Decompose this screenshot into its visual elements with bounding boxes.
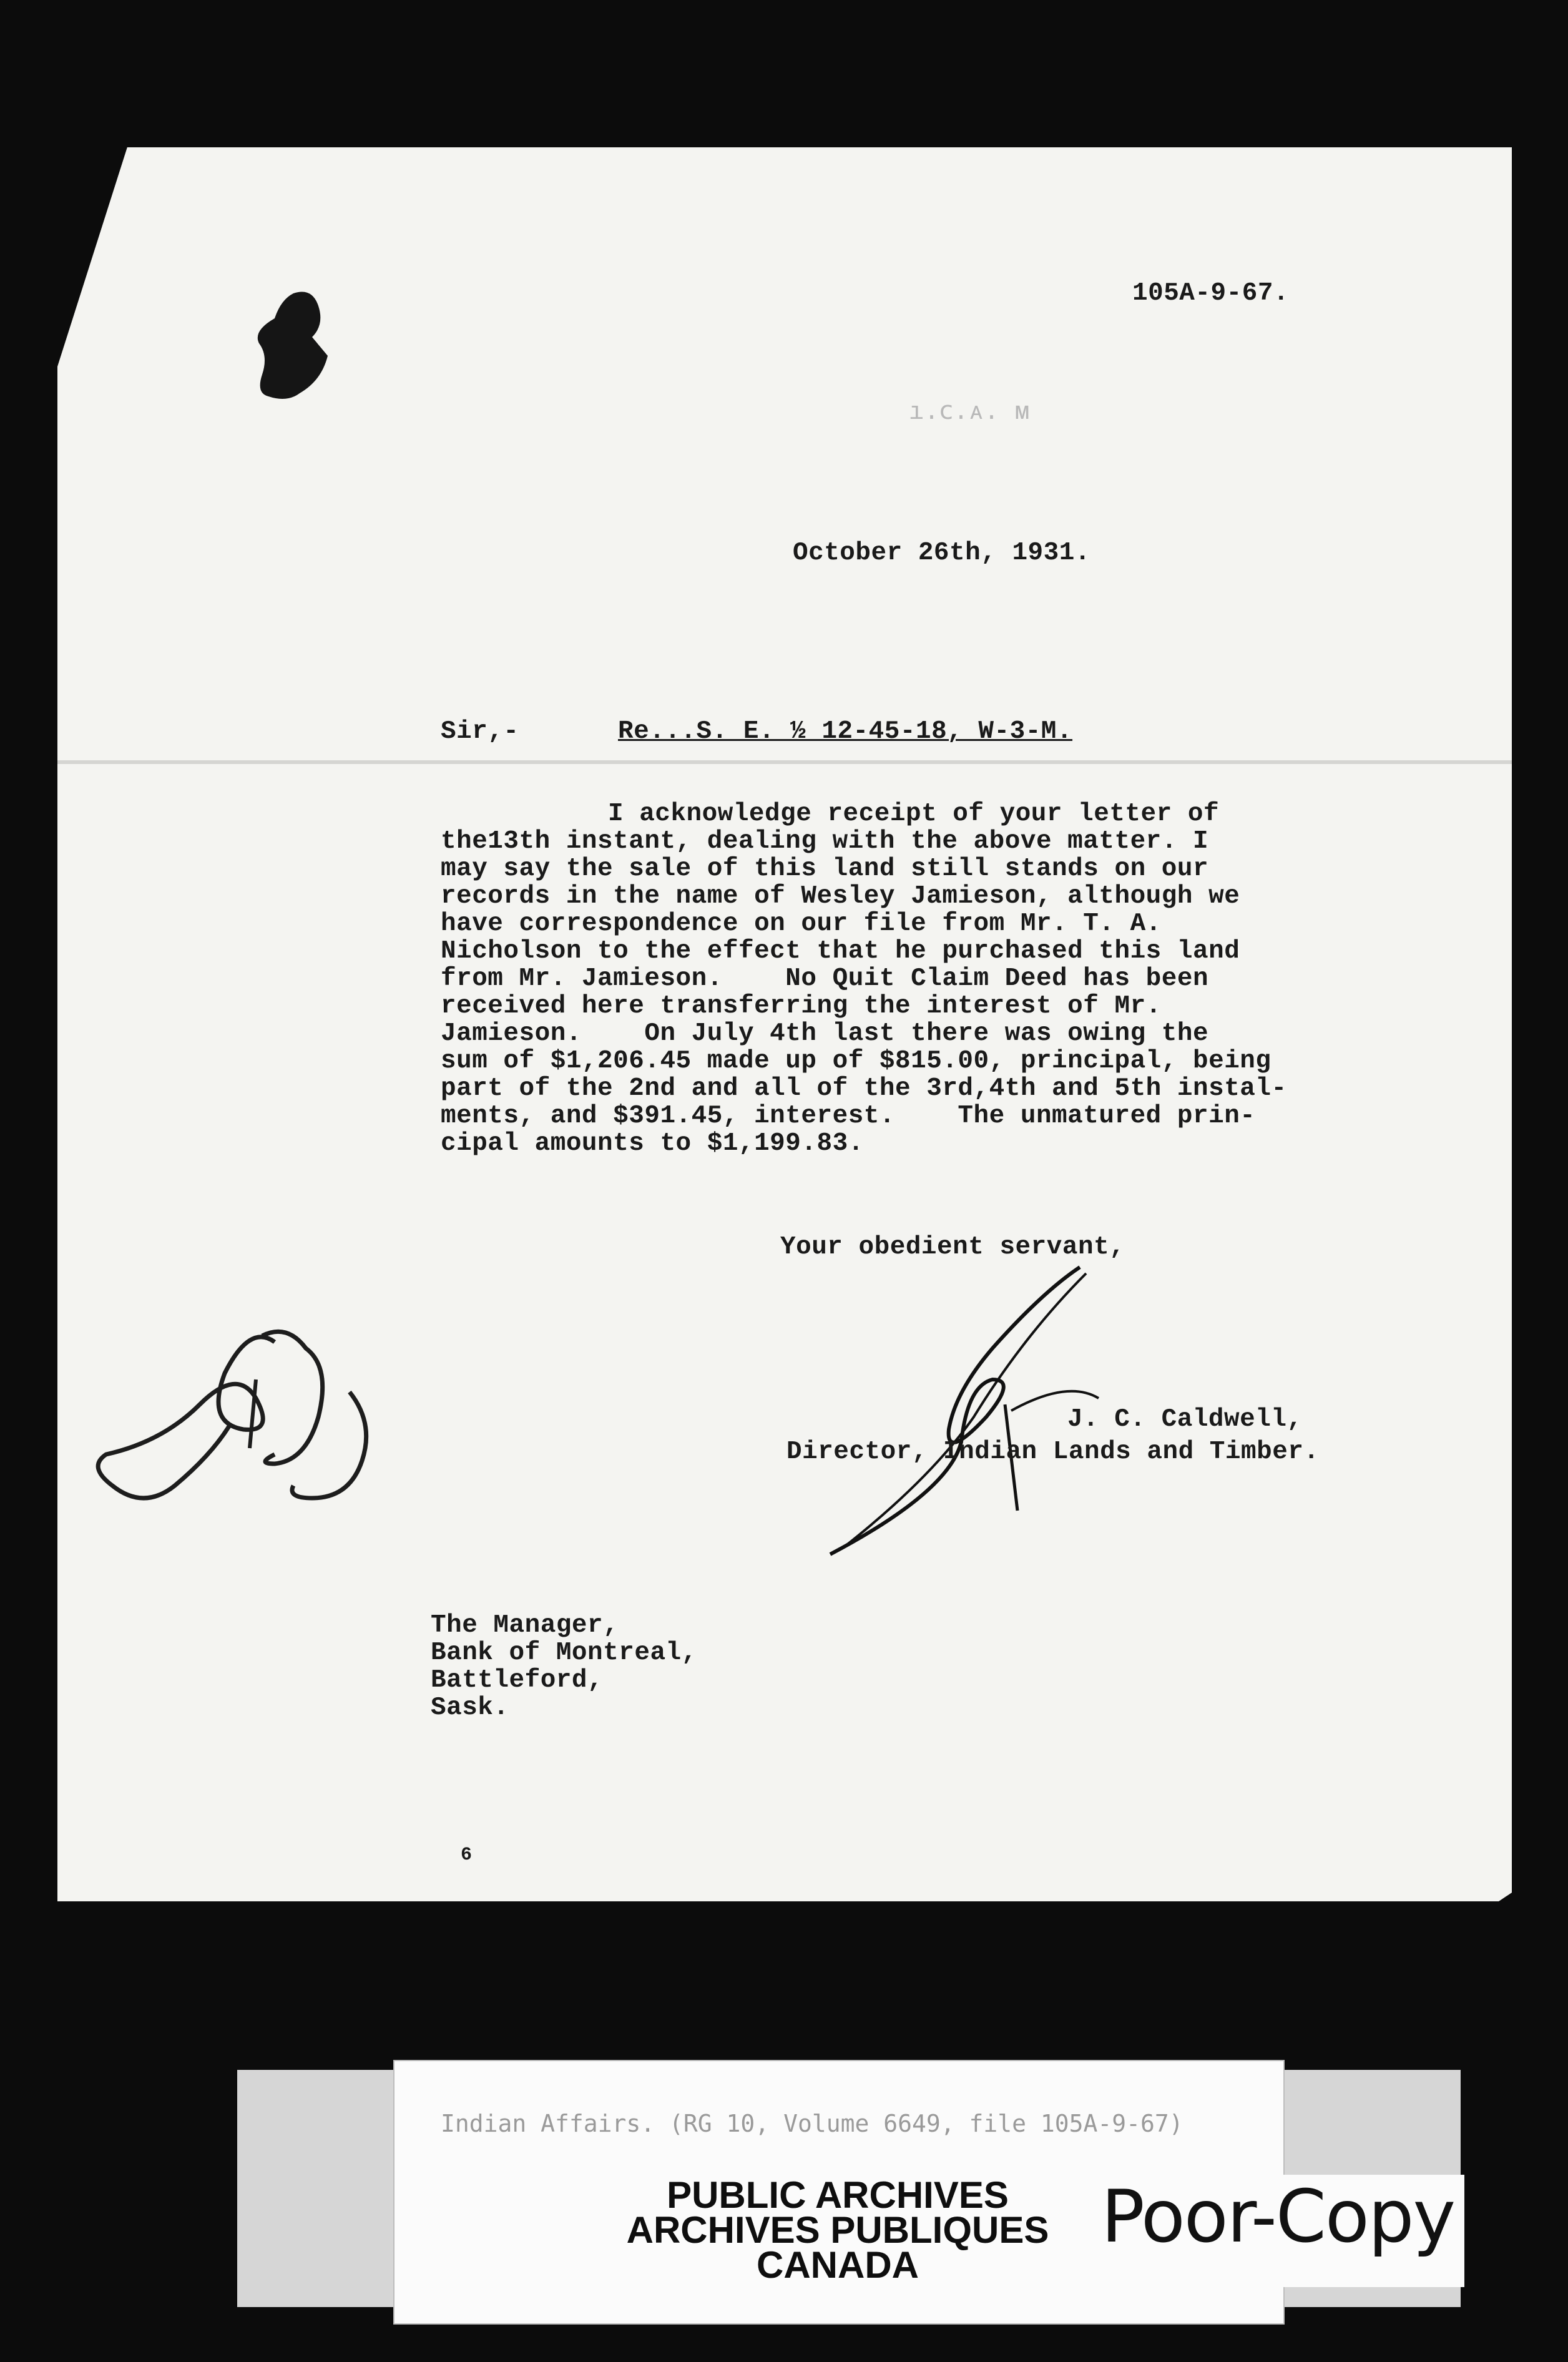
ink-blot-mark <box>250 287 343 406</box>
body-line: sum of $1,206.45 made up of $815.00, principal, being <box>441 1047 1272 1076</box>
archive-line-3: CANADA <box>757 2244 919 2286</box>
letter-body <box>441 800 1287 1157</box>
letter-date: October 26th, 1931. <box>793 539 1090 567</box>
body-line: the13th instant, dealing with the above matter. I <box>441 827 1209 856</box>
handwritten-initials <box>87 1298 387 1523</box>
fold-crease <box>57 760 1512 764</box>
subject-line: Re...S. E. ½ 12-45-18, W-3-M. <box>618 717 1073 746</box>
address-line: Sask. <box>431 1693 509 1722</box>
body-line: cipal amounts to $1,199.83. <box>441 1129 864 1158</box>
body-line: have correspondence on our file from Mr. T. A. <box>441 909 1162 938</box>
body-line: part of the 2nd and all of the 3rd,4th and 5th instal- <box>441 1074 1287 1103</box>
body-line: Jamieson. On July 4th last there was owing the <box>441 1019 1209 1048</box>
archive-reference: Indian Affairs. (RG 10, Volume 6649, file 105A-9-67) <box>441 2110 1183 2137</box>
body-line: I acknowledge receipt of your letter of <box>608 800 1220 828</box>
body-line: received here transferring the interest of Mr. <box>441 992 1162 1021</box>
salutation: Sir,- <box>441 717 519 746</box>
signatory-name: J. C. Caldwell, <box>1067 1405 1303 1434</box>
address-line: The Manager, <box>431 1611 619 1640</box>
page-mark: 6 <box>461 1845 473 1866</box>
file-number: 105A-9-67. <box>1132 279 1290 308</box>
faint-pencil-annotation: ı.ⅽ.ᴀ. ᴍ <box>909 399 1031 427</box>
signatory-title: Director, Indian Lands and Timber. <box>786 1438 1320 1466</box>
poor-copy-note: Poor-Copy <box>1101 2175 1455 2259</box>
archive-line-1: PUBLIC ARCHIVES <box>667 2174 1009 2216</box>
recipient-address <box>431 1612 697 1722</box>
body-line: records in the name of Wesley Jamieson, although we <box>441 882 1240 911</box>
closing: Your obedient servant, <box>780 1233 1125 1262</box>
body-line: from Mr. Jamieson. No Quit Claim Deed has been <box>441 964 1209 993</box>
body-line: Nicholson to the effect that he purchased this land <box>441 937 1240 966</box>
body-line: ments, and $391.45, interest. The unmatured prin- <box>441 1102 1256 1130</box>
archive-line-2: ARCHIVES PUBLIQUES <box>626 2209 1049 2251</box>
address-line: Battleford, <box>431 1666 604 1695</box>
body-line: may say the sale of this land still stands on our <box>441 855 1209 883</box>
address-line: Bank of Montreal, <box>431 1639 697 1667</box>
